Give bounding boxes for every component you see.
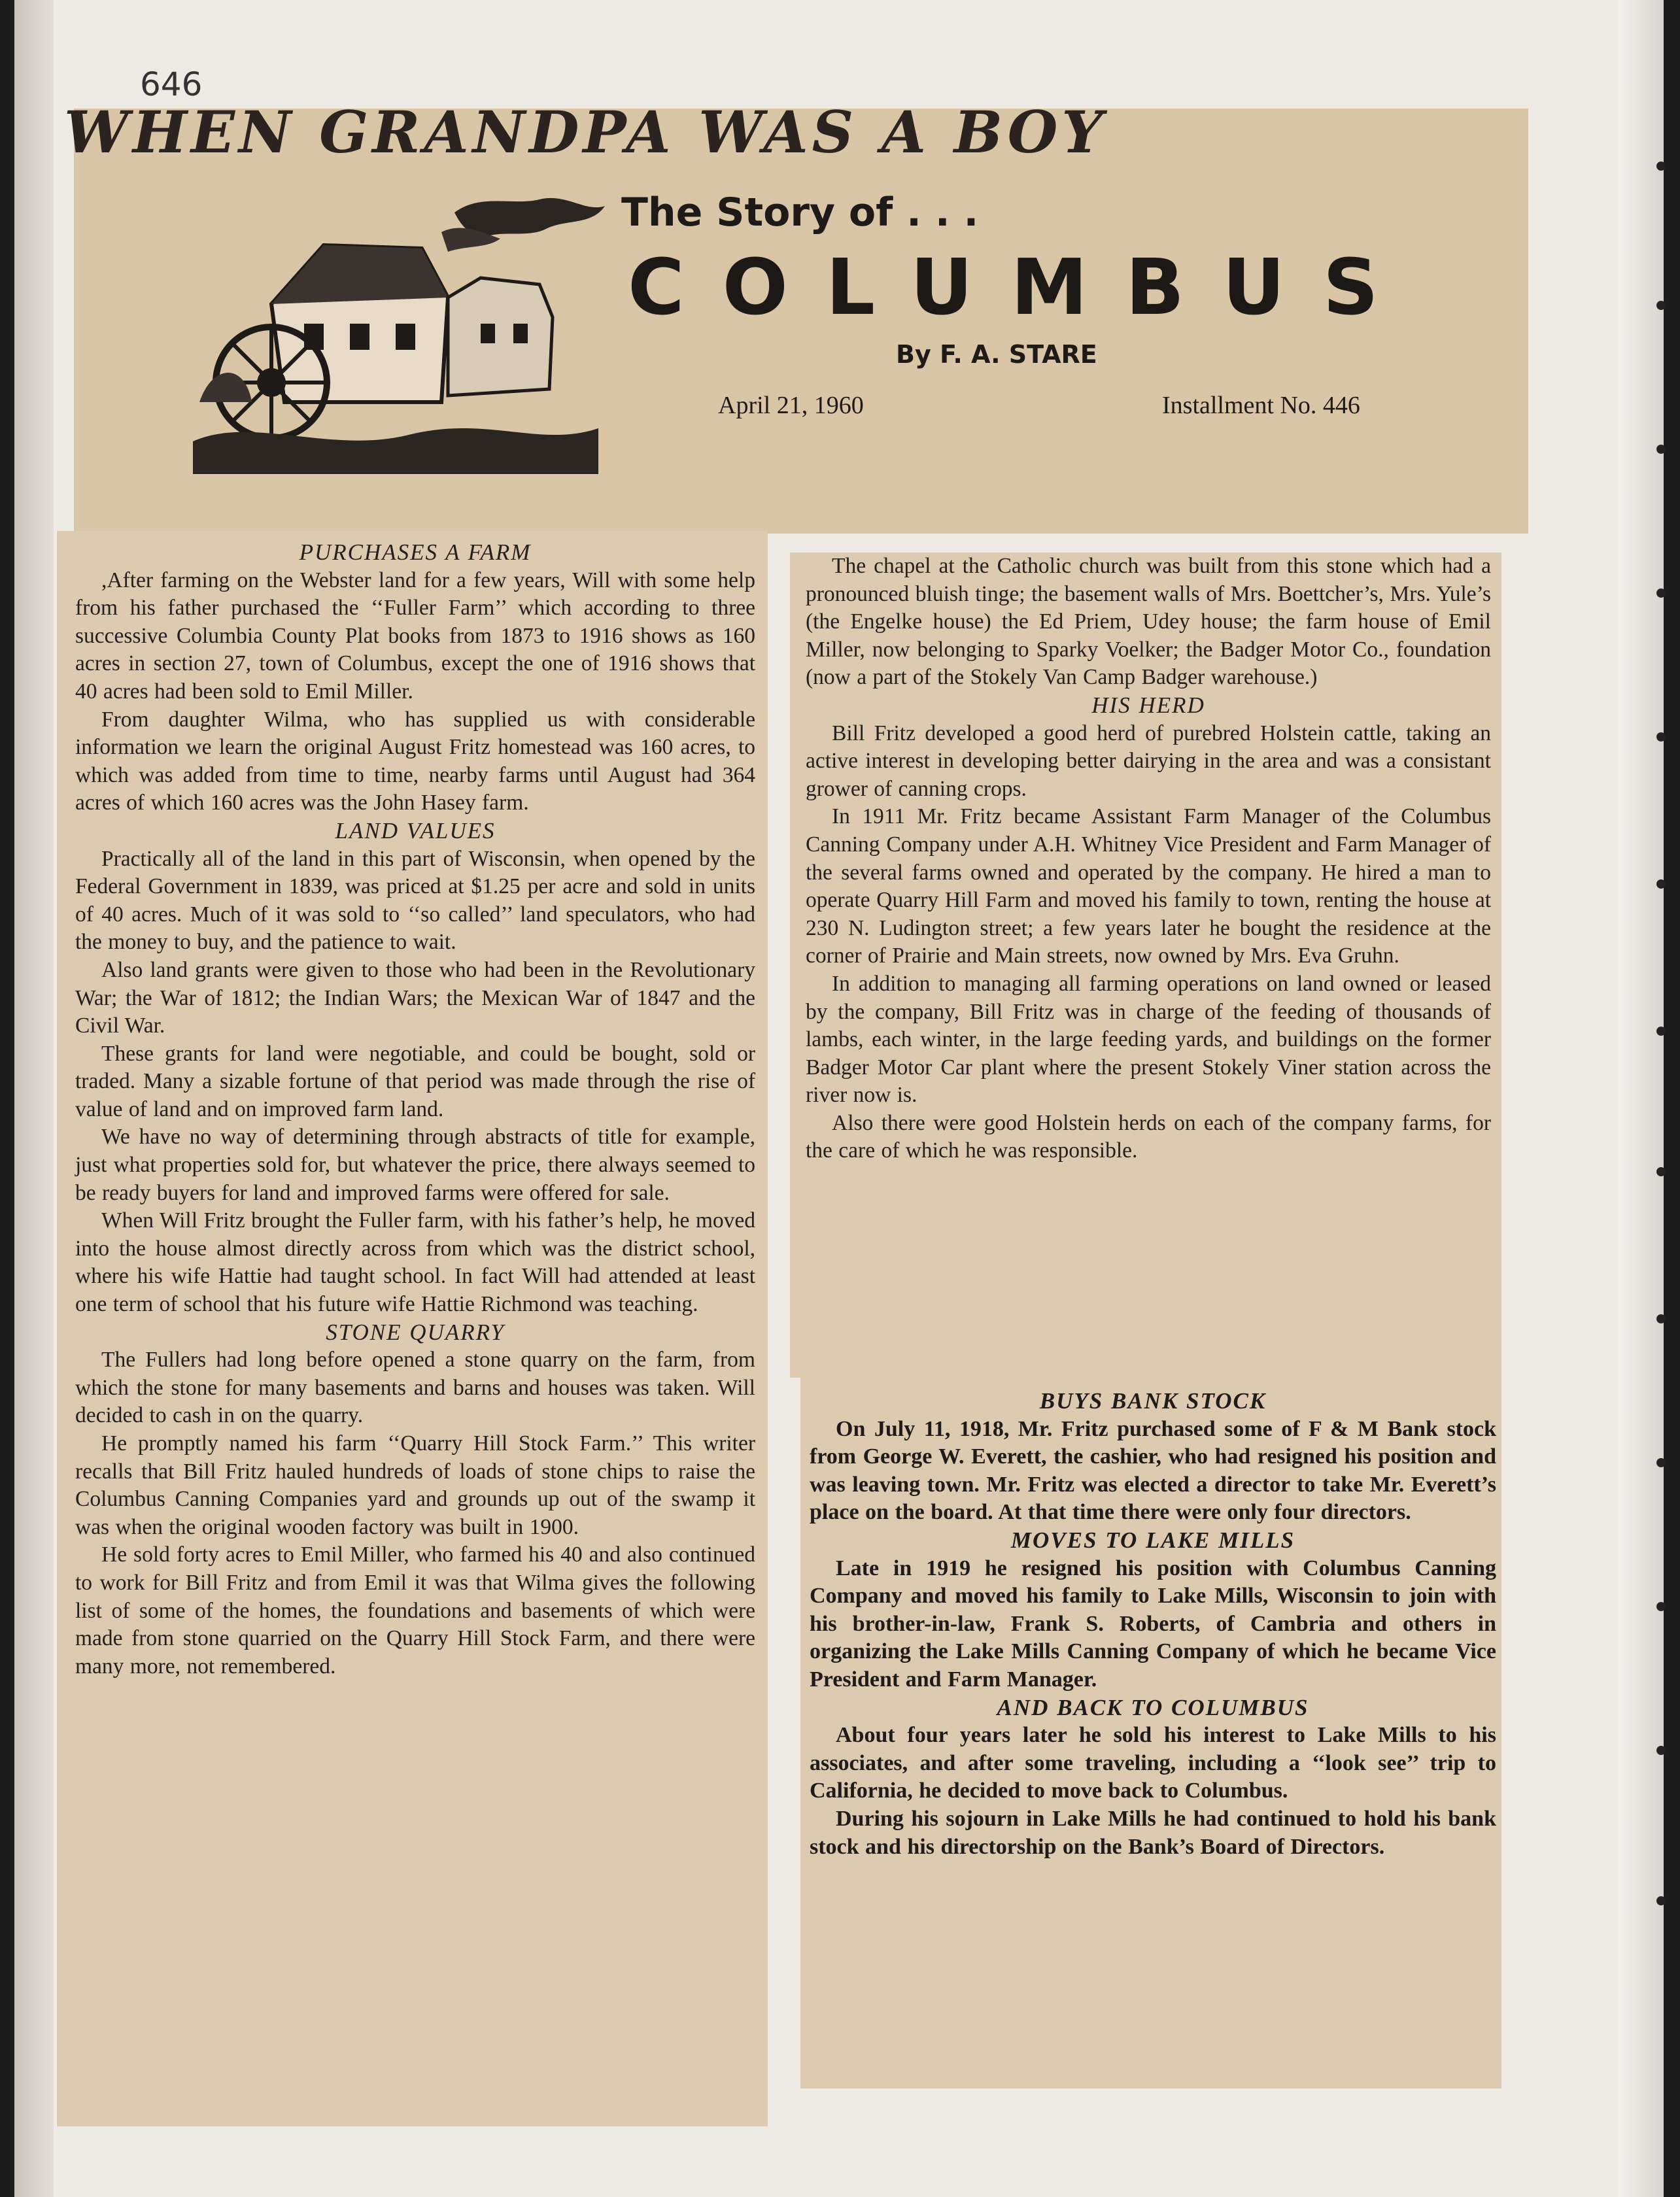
right-column-bottom-text [810, 1388, 1496, 1861]
article-paragraph: These grants for land were negotiable, and could be bought, sold or traded. Many a sizable fortune of that period was made through the rise of value of land and on improved farm land. [75, 1041, 755, 1121]
binder-hole [1656, 879, 1666, 889]
article-paragraph: On July 11, 1918, Mr. Fritz purchased some of F & M Bank stock from George W. Everett, the cashier, who had resigned his position and was leaving town. Mr. Fritz was elected a director to take Mr. Everett’s place on the board. At that time there were only four directors. [810, 1416, 1496, 1525]
page-edge-right [1618, 0, 1664, 2197]
series-title: WHEN GRANDPA WAS A BOY [64, 98, 1107, 166]
article-paragraph: We have no way of determining through abstracts of title for example, just what properties sold for, but whatever the price, there always seemed to be ready buyers for land and improved farms were offered for sale. [75, 1125, 755, 1205]
binder-hole [1656, 301, 1666, 310]
article-paragraph: About four years later he sold his interest to Lake Mills to his associates, and after some traveling, including a ‘‘look see’’ trip to California, he decided to move back to Columbus. [810, 1723, 1496, 1803]
page-number: 646 [140, 65, 203, 103]
binder-hole [1656, 1027, 1666, 1036]
binder-hole [1656, 588, 1666, 598]
article-paragraph: From daughter Wilma, who has supplied us with considerable information we learn the original August Fritz homestead was 160 acres, to which was added from time to time, nearby farms until August had 364 acres of which 160 acres was the John Hasey farm. [75, 707, 755, 815]
mill-illustration [173, 167, 618, 494]
section-heading: BUYS BANK STOCK [1039, 1388, 1267, 1414]
binder-hole [1656, 445, 1666, 454]
article-paragraph: He promptly named his farm ‘‘Quarry Hill Stock Farm.’’ This writer recalls that Bill Fritz hauled hundreds of loads of stone chips to raise the Columbus Canning Companies yard and grounds up out of the swamp it was when the original wooden factory was built in 1900. [75, 1431, 755, 1539]
article-paragraph: He sold forty acres to Emil Miller, who farmed his 40 and also continued to work for Bill Fritz and from Emil it was that Wilma gives the following list of some of the homes, the foundations and basements of which were made from stone quarried on the Quarry Hill Stock Farm, and there were many more, not remembered. [75, 1542, 755, 1678]
right-column-top-clipping [790, 553, 1501, 1378]
binder-hole [1656, 1458, 1666, 1467]
town-heading: COLUMBUS [628, 242, 1416, 332]
binder-hole [1656, 732, 1666, 741]
story-of-heading: The Story of . . . [621, 190, 979, 235]
byline: By F. A. STARE [896, 340, 1097, 369]
installment-number: Installment No. 446 [1162, 392, 1360, 419]
right-column-bottom-clipping [800, 1377, 1501, 2088]
binder-hole [1656, 1314, 1666, 1323]
article-paragraph: Also there were good Holstein herds on each of the company farms, for the care of which he was responsible. [806, 1110, 1491, 1163]
article-paragraph: Also land grants were given to those who had been in the Revolutionary War; the War of 1812; the Indian Wars; the Mexican War of 1847 and the Civil War. [75, 957, 755, 1038]
right-column-top-text [806, 553, 1491, 1165]
article-paragraph: When Will Fritz brought the Fuller farm, with his father’s help, he moved into the house almost directly across from which was the district school, where his wife Hattie had taught school. In fact Will had attended at least one term of school that his future wife Hattie Richmond was teaching. [75, 1208, 755, 1317]
binder-hole [1656, 1896, 1666, 1905]
binder-hole [1656, 1167, 1666, 1176]
section-heading: HIS HERD [1091, 692, 1205, 718]
article-paragraph: In 1911 Mr. Fritz became Assistant Farm Manager of the Columbus Canning Company under A.H. Whitney Vice President and Farm Manager of the several farms owned and operated by the company. He hired a man to operate Quarry Hill Farm and moved his family to town, renting the house at 230 N. Ludington street; a few years later he bought the residence at the corner of Prairie and Main streets, now owned by Mrs. Eva Gruhn. [806, 804, 1491, 968]
article-paragraph: ,After farming on the Webster land for a few years, Will with some help from his father purchased the ‘‘Fuller Farm’’ which according to three successive Columbia County Plat books from 1873 to 1916 shows as 160 acres in section 27, town of Columbus, except the one of 1916 shows that 40 acres had been sold to Emil Miller. [75, 568, 755, 704]
article-paragraph: Late in 1919 he resigned his position with Columbus Canning Company and moved his family to Lake Mills, Wisconsin to join with his brother-in-law, Frank S. Roberts, of Cambria and others in organizing the Lake Mills Canning Company of which he became Vice President and Farm Manager. [810, 1556, 1496, 1692]
article-paragraph: During his sojourn in Lake Mills he had continued to hold his bank stock and his directorship on the Bank’s Board of Directors. [810, 1806, 1496, 1859]
article-paragraph: In addition to managing all farming operations on land owned or leased by the company, Bill Fritz was in charge of the feeding of thousands of lambs, each winter, in the large feeding yards, and buildings on the former Badger Motor Car plant where the present Stokely Viner station across the river now is. [806, 971, 1491, 1108]
left-column-text [75, 539, 755, 1680]
binder-hole [1656, 1602, 1666, 1611]
section-heading: AND BACK TO COLUMBUS [997, 1694, 1309, 1720]
binder-hole [1656, 1746, 1666, 1755]
section-heading: STONE QUARRY [326, 1319, 505, 1345]
article-paragraph: The chapel at the Catholic church was built from this stone which had a pronounced bluish tinge; the basement walls of Mrs. Boettcher’s, Mrs. Yule’s (the Engelke house) the Ed Priem, Udey house; the farm house of Emil Miller, now belonging to Sparky Voelker; the Badger Motor Co., foundation (now a part of the Stokely Van Camp Badger warehouse.) [806, 554, 1491, 690]
binder-hole [1656, 162, 1666, 171]
left-column-clipping [57, 531, 768, 2126]
section-heading: PURCHASES A FARM [299, 539, 532, 565]
article-paragraph: Practically all of the land in this part of Wisconsin, when opened by the Federal Government in 1839, was priced at $1.25 per acre and sold in units of 40 acres. Much of it was sold to ‘‘so called’’ land speculators, who had the money to buy, and the patience to wait. [75, 846, 755, 955]
publication-date: April 21, 1960 [718, 392, 864, 419]
page-edge-left [14, 0, 54, 2197]
article-paragraph: Bill Fritz developed a good herd of purebred Holstein cattle, taking an active interest in developing better dairying in the area and was a consistant grower of canning crops. [806, 721, 1491, 801]
section-heading: LAND VALUES [335, 817, 496, 843]
section-heading: MOVES TO LAKE MILLS [1010, 1527, 1295, 1553]
article-paragraph: The Fullers had long before opened a stone quarry on the farm, from which the stone for many basements and barns and houses was taken. Will decided to cash in on the quarry. [75, 1348, 755, 1428]
